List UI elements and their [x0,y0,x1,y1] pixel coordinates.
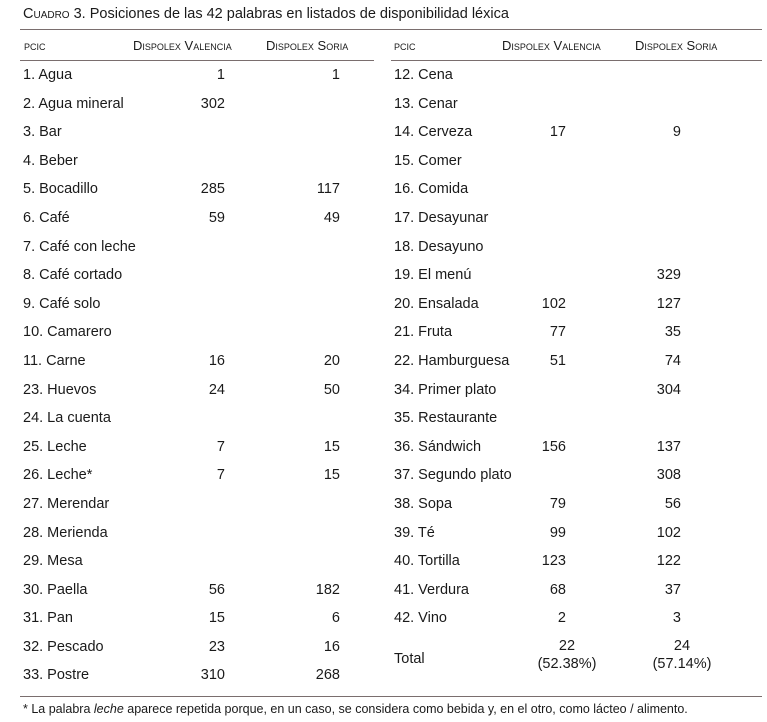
table-row [20,118,374,147]
word-cell: 20. Ensalada [394,295,479,312]
soria-cell: 268 [315,667,340,684]
word-cell: 29. Mesa [23,553,83,570]
word-cell: 11. Carne [23,352,86,369]
table-row [20,376,374,405]
word-cell: 17. Desayunar [394,209,489,226]
soria-cell: 308 [656,467,681,484]
table-row [20,604,374,633]
valencia-cell: 59 [208,209,225,226]
soria-cell: 16 [323,638,340,655]
word-cell: 34. Primer plato [394,381,497,398]
valencia-cell: 285 [200,181,225,198]
soria-cell: 50 [323,381,340,398]
word-cell: 10. Camarero [23,324,112,341]
valencia-cell: 2 [557,610,566,627]
valencia-cell: 56 [208,581,225,598]
word-cell: 15. Comer [394,152,462,169]
word-cell: 33. Postre [23,667,90,684]
table-row [391,61,762,90]
soria-cell: 6 [331,610,340,627]
word-cell: 42. Vino [394,610,447,627]
table-row [391,233,762,262]
word-cell: 23. Huevos [23,381,97,398]
valencia-cell: 123 [541,553,566,570]
total-valencia-percent: (52.38%) [537,655,597,672]
header-valencia-right: Dispolex Valencia [502,38,601,53]
word-cell: 21. Fruta [394,324,453,341]
soria-cell: 122 [656,553,681,570]
word-cell: 3. Bar [23,124,62,141]
word-cell: 5. Bocadillo [23,181,98,198]
total-soria-count: 24 [673,637,691,654]
word-cell: 31. Pan [23,610,73,627]
word-cell: 32. Pescado [23,638,104,655]
word-cell: 26. Leche* [23,467,93,484]
header-soria-right: Dispolex Soria [635,38,718,53]
table-row [391,204,762,233]
word-cell: 7. Café con leche [23,238,136,255]
word-cell: 22. Hamburguesa [394,352,510,369]
valencia-cell: 68 [549,581,566,598]
total-valencia-count: 22 [558,637,576,654]
word-cell: 19. El menú [394,267,472,284]
word-cell: 39. Té [394,524,435,541]
table-caption [23,6,509,22]
word-cell: 1. Agua [23,67,73,83]
word-cell: 16. Comida [394,181,469,198]
total-valencia [522,637,612,673]
word-cell: 40. Tortilla [394,553,460,570]
table-row [391,118,762,147]
table-row [20,90,374,119]
word-cell: 18. Desayuno [394,238,484,255]
total-row [391,633,762,689]
table-row [391,376,762,405]
soria-cell: 127 [656,295,681,312]
table-row [20,404,374,433]
valencia-cell: 51 [549,352,566,369]
header-pcic-right: pcic [394,38,416,53]
valencia-cell: 16 [208,352,225,369]
header-pcic-left: pcic [24,38,46,53]
word-cell: 24. La cuenta [23,410,111,427]
soria-cell: 117 [316,181,340,198]
valencia-cell: 99 [549,524,566,541]
valencia-cell: 17 [549,124,566,141]
soria-cell: 56 [664,495,681,512]
table-row [391,461,762,490]
soria-cell: 3 [672,610,681,627]
table-row [20,61,374,90]
valencia-cell: 15 [208,610,225,627]
word-cell: 37. Segundo plato [394,467,512,484]
valencia-cell: 24 [208,381,225,398]
right-column [391,61,762,689]
table-row [391,519,762,548]
soria-cell: 74 [664,352,681,369]
table-row [391,290,762,319]
footnote-word: leche [93,702,124,716]
word-cell: 41. Verdura [394,581,469,598]
word-cell: 25. Leche [23,438,87,455]
word-cell: 2. Agua mineral [23,95,124,112]
word-cell: 27. Merendar [23,495,110,512]
table-row [391,175,762,204]
word-cell: 28. Merienda [23,524,108,541]
table-row [391,547,762,576]
soria-cell: 15 [323,438,340,455]
soria-cell: 1 [331,67,340,83]
word-cell: 30. Paella [23,581,88,598]
valencia-cell: 77 [549,324,566,341]
footnote-prefix: * La palabra [23,702,94,716]
soria-cell: 137 [656,438,681,455]
caption-label: Cuadro 3. [23,6,86,22]
table-row [20,433,374,462]
soria-cell: 329 [656,267,681,284]
valencia-cell: 156 [541,438,566,455]
valencia-cell: 7 [216,438,225,455]
table-row [20,661,374,690]
word-cell: 4. Beber [23,152,78,169]
table-row [20,318,374,347]
valencia-cell: 302 [200,95,225,112]
table-row [20,175,374,204]
valencia-cell: 102 [541,295,566,312]
table-row [391,318,762,347]
table-row [20,147,374,176]
soria-cell: 35 [664,324,681,341]
table-row [20,519,374,548]
table-row [20,490,374,519]
valencia-cell: 7 [216,467,225,484]
word-cell: 14. Cerveza [394,124,473,141]
table-row [391,433,762,462]
table-row [391,261,762,290]
word-cell: 12. Cena [394,67,453,83]
table-row [391,490,762,519]
word-cell: 6. Café [23,209,70,226]
table-row [391,90,762,119]
table-row [391,147,762,176]
soria-cell: 9 [672,124,681,141]
table-row [20,290,374,319]
word-cell: 38. Sopa [394,495,453,512]
word-cell: 36. Sándwich [394,438,482,455]
table-row [20,461,374,490]
word-cell: 13. Cenar [394,95,458,112]
table-row [20,576,374,605]
soria-cell: 37 [664,581,681,598]
valencia-cell: 79 [549,495,566,512]
table-row [20,233,374,262]
valencia-cell: 310 [200,667,225,684]
header-soria-left: Dispolex Soria [266,38,349,53]
soria-cell: 182 [315,581,340,598]
table-row [20,633,374,662]
soria-cell: 49 [323,209,340,226]
soria-cell: 20 [323,352,340,369]
valencia-cell: 1 [216,67,225,83]
table-row [391,576,762,605]
soria-cell: 15 [323,467,340,484]
left-column [20,61,374,690]
bottom-rule [20,696,762,697]
table-row [391,347,762,376]
word-cell: 8. Café cortado [23,267,123,284]
table-row [20,547,374,576]
total-soria [637,637,727,673]
caption-text: Posiciones de las 42 palabras en listados de disponibilidad léxica [89,6,509,22]
table-row [391,404,762,433]
total-soria-percent: (57.14%) [652,655,712,672]
word-cell: 9. Café solo [23,295,101,312]
word-cell: 35. Restaurante [394,410,498,427]
footnote [23,702,688,716]
soria-cell: 304 [656,381,681,398]
soria-cell: 102 [656,524,681,541]
footnote-suffix: aparece repetida porque, en un caso, se considera como bebida y, en el otro, como lácteo / alimento. [123,702,688,716]
header-valencia-left: Dispolex Valencia [133,38,232,53]
table-row [20,261,374,290]
table-row [391,604,762,633]
top-rule [20,29,762,30]
valencia-cell: 23 [208,638,225,655]
table-row [20,204,374,233]
total-label: Total [394,650,425,667]
table-row [20,347,374,376]
